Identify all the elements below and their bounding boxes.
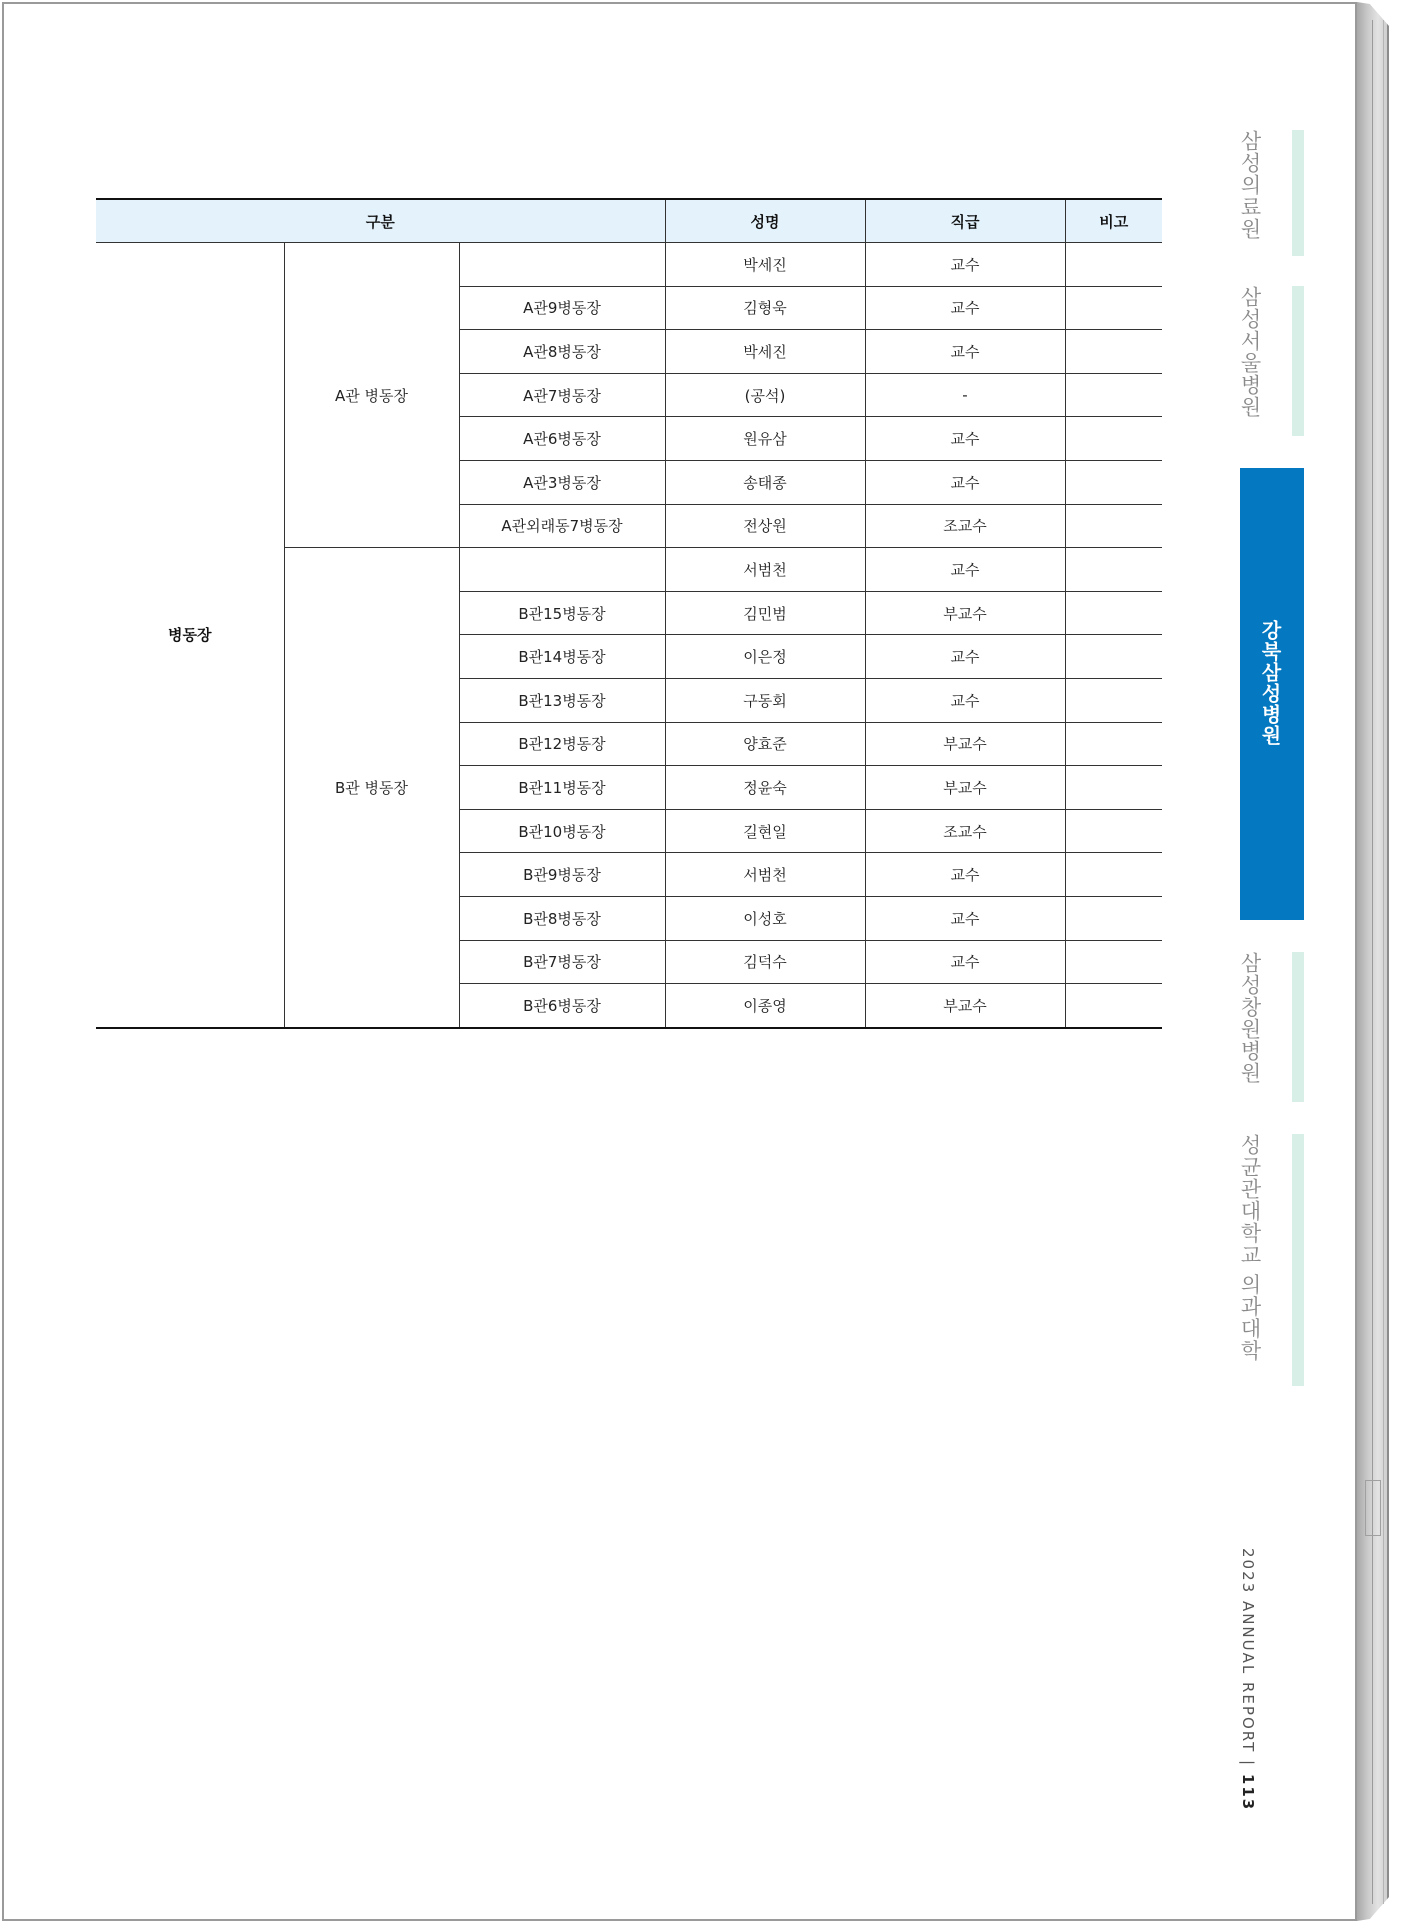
header-note: 비고 — [1065, 199, 1162, 243]
position-cell: 교수 — [865, 548, 1065, 592]
position-cell: 교수 — [865, 417, 1065, 461]
position-cell: 교수 — [865, 678, 1065, 722]
ward-cell: A관3병동장 — [459, 460, 665, 504]
position-cell: 부교수 — [865, 591, 1065, 635]
name-cell: 김덕수 — [665, 940, 865, 984]
header-name: 성명 — [665, 199, 865, 243]
position-cell: - — [865, 373, 1065, 417]
page-edge-notch — [1365, 1480, 1381, 1536]
position-cell: 부교수 — [865, 722, 1065, 766]
ward-cell: A관외래동7병동장 — [459, 504, 665, 548]
ward-cell: A관9병동장 — [459, 286, 665, 330]
name-cell: 김형욱 — [665, 286, 865, 330]
tab-accent-bar — [1292, 952, 1304, 1102]
name-cell: 서범천 — [665, 548, 865, 592]
ward-cell: B관9병동장 — [459, 853, 665, 897]
ward-cell: B관6병동장 — [459, 984, 665, 1028]
ward-cell: A관6병동장 — [459, 417, 665, 461]
ward-cell: B관15병동장 — [459, 591, 665, 635]
ward-cell: B관13병동장 — [459, 678, 665, 722]
note-cell — [1065, 548, 1162, 592]
a-building-label: A관 병동장 — [284, 243, 459, 548]
position-cell: 교수 — [865, 853, 1065, 897]
ward-cell: A관8병동장 — [459, 330, 665, 374]
position-cell: 교수 — [865, 330, 1065, 374]
ward-cell: B관8병동장 — [459, 896, 665, 940]
position-cell: 교수 — [865, 896, 1065, 940]
tab-samsung-seoul-hospital[interactable] — [1232, 286, 1312, 436]
note-cell — [1065, 853, 1162, 897]
note-cell — [1065, 940, 1162, 984]
tab-samsung-changwon-hospital[interactable] — [1232, 952, 1312, 1102]
ward-cell: B관14병동장 — [459, 635, 665, 679]
name-cell: 전상원 — [665, 504, 865, 548]
name-cell: 이종영 — [665, 984, 865, 1028]
name-cell: 길현일 — [665, 809, 865, 853]
name-cell: (공석) — [665, 373, 865, 417]
header-position: 직급 — [865, 199, 1065, 243]
position-cell: 조교수 — [865, 504, 1065, 548]
position-cell: 교수 — [865, 635, 1065, 679]
page-edge-line — [1372, 20, 1384, 1904]
position-cell: 조교수 — [865, 809, 1065, 853]
name-cell: 박세진 — [665, 243, 865, 287]
note-cell — [1065, 373, 1162, 417]
group-label: 병동장 — [96, 243, 284, 1028]
ward-cell: B관7병동장 — [459, 940, 665, 984]
tab-skku-school-of-medicine[interactable] — [1232, 1134, 1312, 1386]
tab-label: 삼성서울병원 — [1238, 286, 1262, 418]
name-cell: 이은정 — [665, 635, 865, 679]
ward-cell-empty — [459, 548, 665, 592]
position-cell: 교수 — [865, 460, 1065, 504]
name-cell: 정윤숙 — [665, 766, 865, 810]
name-cell: 구동회 — [665, 678, 865, 722]
name-cell: 김민범 — [665, 591, 865, 635]
tab-samsung-medical-center[interactable] — [1232, 130, 1312, 256]
b-building-label: B관 병동장 — [284, 548, 459, 1028]
position-cell: 교수 — [865, 243, 1065, 287]
note-cell — [1065, 766, 1162, 810]
report-label: 2023 ANNUAL REPORT — [1239, 1548, 1257, 1754]
tab-accent-bar — [1292, 130, 1304, 256]
table-header-row — [96, 199, 1162, 243]
note-cell — [1065, 984, 1162, 1028]
tab-accent-bar — [1292, 1134, 1304, 1386]
note-cell — [1065, 896, 1162, 940]
note-cell — [1065, 591, 1162, 635]
ward-cell: B관11병동장 — [459, 766, 665, 810]
name-cell: 양효준 — [665, 722, 865, 766]
ward-cell: B관12병동장 — [459, 722, 665, 766]
report-separator: | — [1239, 1760, 1257, 1768]
note-cell — [1065, 417, 1162, 461]
note-cell — [1065, 286, 1162, 330]
page-number: 113 — [1239, 1773, 1257, 1812]
position-cell: 부교수 — [865, 984, 1065, 1028]
position-cell: 교수 — [865, 286, 1065, 330]
name-cell: 서범천 — [665, 853, 865, 897]
name-cell: 송태종 — [665, 460, 865, 504]
name-cell: 박세진 — [665, 330, 865, 374]
position-cell: 부교수 — [865, 766, 1065, 810]
tab-label: 삼성의료원 — [1238, 130, 1262, 240]
note-cell — [1065, 678, 1162, 722]
note-cell — [1065, 504, 1162, 548]
tab-label: 삼성창원병원 — [1238, 952, 1262, 1084]
annual-report-footer — [1240, 1548, 1255, 1811]
tab-kangbuk-samsung-hospital[interactable] — [1240, 468, 1304, 920]
tab-accent-bar — [1292, 286, 1304, 436]
ward-cell: B관10병동장 — [459, 809, 665, 853]
tab-label: 성균관대학교 의과대학 — [1238, 1134, 1262, 1362]
note-cell — [1065, 330, 1162, 374]
name-cell: 원유삼 — [665, 417, 865, 461]
note-cell — [1065, 460, 1162, 504]
note-cell — [1065, 243, 1162, 287]
header-category: 구분 — [96, 199, 665, 243]
note-cell — [1065, 722, 1162, 766]
note-cell — [1065, 635, 1162, 679]
position-cell: 교수 — [865, 940, 1065, 984]
ward-cell: A관7병동장 — [459, 373, 665, 417]
ward-chief-table — [96, 198, 1162, 1029]
ward-cell-empty — [459, 243, 665, 287]
note-cell — [1065, 809, 1162, 853]
table-row — [96, 243, 1162, 287]
tab-label: 강북삼성병원 — [1258, 620, 1282, 746]
name-cell: 이성호 — [665, 896, 865, 940]
